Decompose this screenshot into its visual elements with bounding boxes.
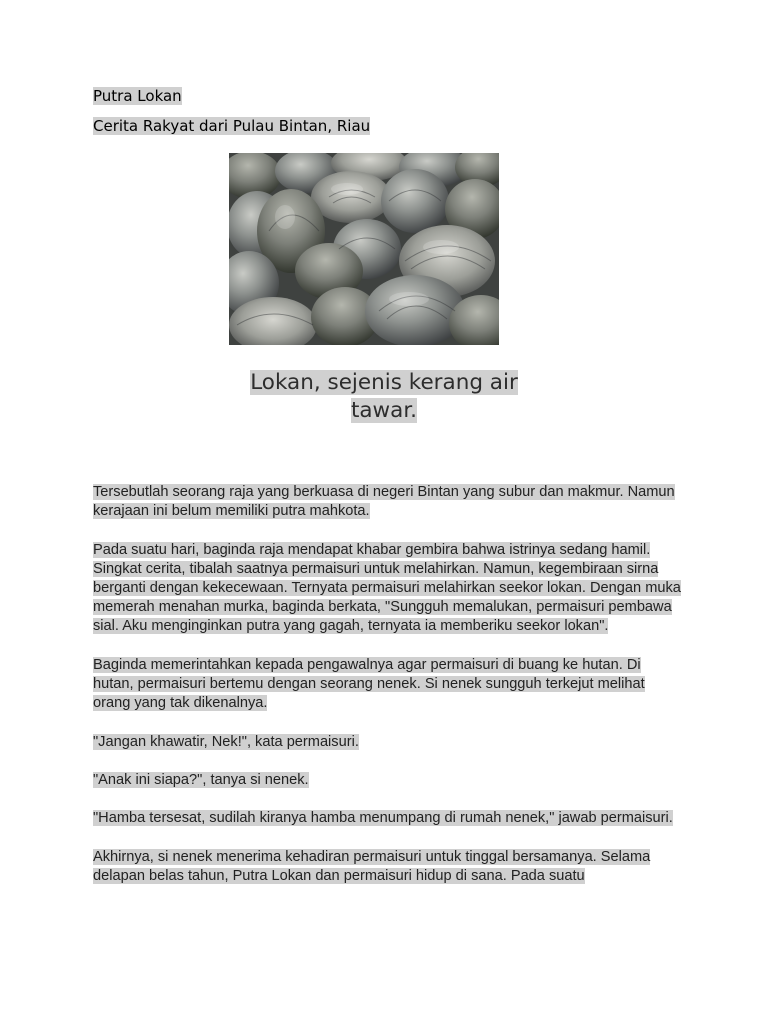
document-subtitle-text: Cerita Rakyat dari Pulau Bintan, Riau — [93, 117, 371, 135]
image-caption — [214, 369, 554, 425]
lokan-clam-photo — [229, 153, 499, 345]
document-title-text: Putra Lokan — [93, 87, 182, 105]
paragraph — [93, 483, 683, 521]
paragraph-text: Tersebutlah seorang raja yang berkuasa di negeri Bintan yang subur dan makmur. Namun kerajaan ini belum memiliki putra mahkota. — [93, 484, 675, 520]
paragraph-text: "Jangan khawatir, Nek!", kata permaisuri. — [93, 733, 359, 750]
paragraph — [93, 541, 683, 637]
document-title — [93, 86, 182, 106]
paragraph-text: "Anak ini siapa?", tanya si nenek. — [93, 771, 309, 788]
document-subtitle — [93, 116, 370, 136]
image-caption-line-1: Lokan, sejenis kerang air — [250, 370, 518, 395]
paragraph — [93, 656, 683, 714]
lokan-clam-illustration — [229, 153, 499, 345]
paragraph — [93, 848, 683, 886]
paragraph-text: "Hamba tersesat, sudilah kiranya hamba menumpang di rumah nenek," jawab permaisuri. — [93, 810, 673, 827]
paragraph-text: Akhirnya, si nenek menerima kehadiran permaisuri untuk tinggal bersamanya. Selama delapan belas tahun, Putra Lokan dan permaisuri hidup di sana. Pada suatu — [93, 848, 651, 884]
paragraph — [93, 809, 683, 828]
paragraph — [93, 733, 683, 752]
image-caption-line-2: tawar. — [350, 398, 418, 423]
paragraph-text: Pada suatu hari, baginda raja mendapat khabar gembira bahwa istrinya sedang hamil. Singkat cerita, tibalah saatnya permaisuri untuk melahirkan. Namun, kegembiraan sirna berganti dengan kekecewaan. Ternyata permaisuri melahirkan seekor lokan. Dengan muka memerah menahan murka, baginda berkata, "Sungguh memalukan, permaisuri pembawa sial. Aku menginginkan putra yang gagah, ternyata ia memberiku seekor lokan". — [93, 541, 681, 635]
paragraph-text: Baginda memerintahkan kepada pengawalnya agar permaisuri di buang ke hutan. Di hutan, permaisuri bertemu dengan seorang nenek. Si nenek sungguh terkejut melihat orang yang tak dikenalnya. — [93, 656, 645, 712]
paragraph — [93, 771, 683, 790]
story-body — [93, 483, 683, 905]
